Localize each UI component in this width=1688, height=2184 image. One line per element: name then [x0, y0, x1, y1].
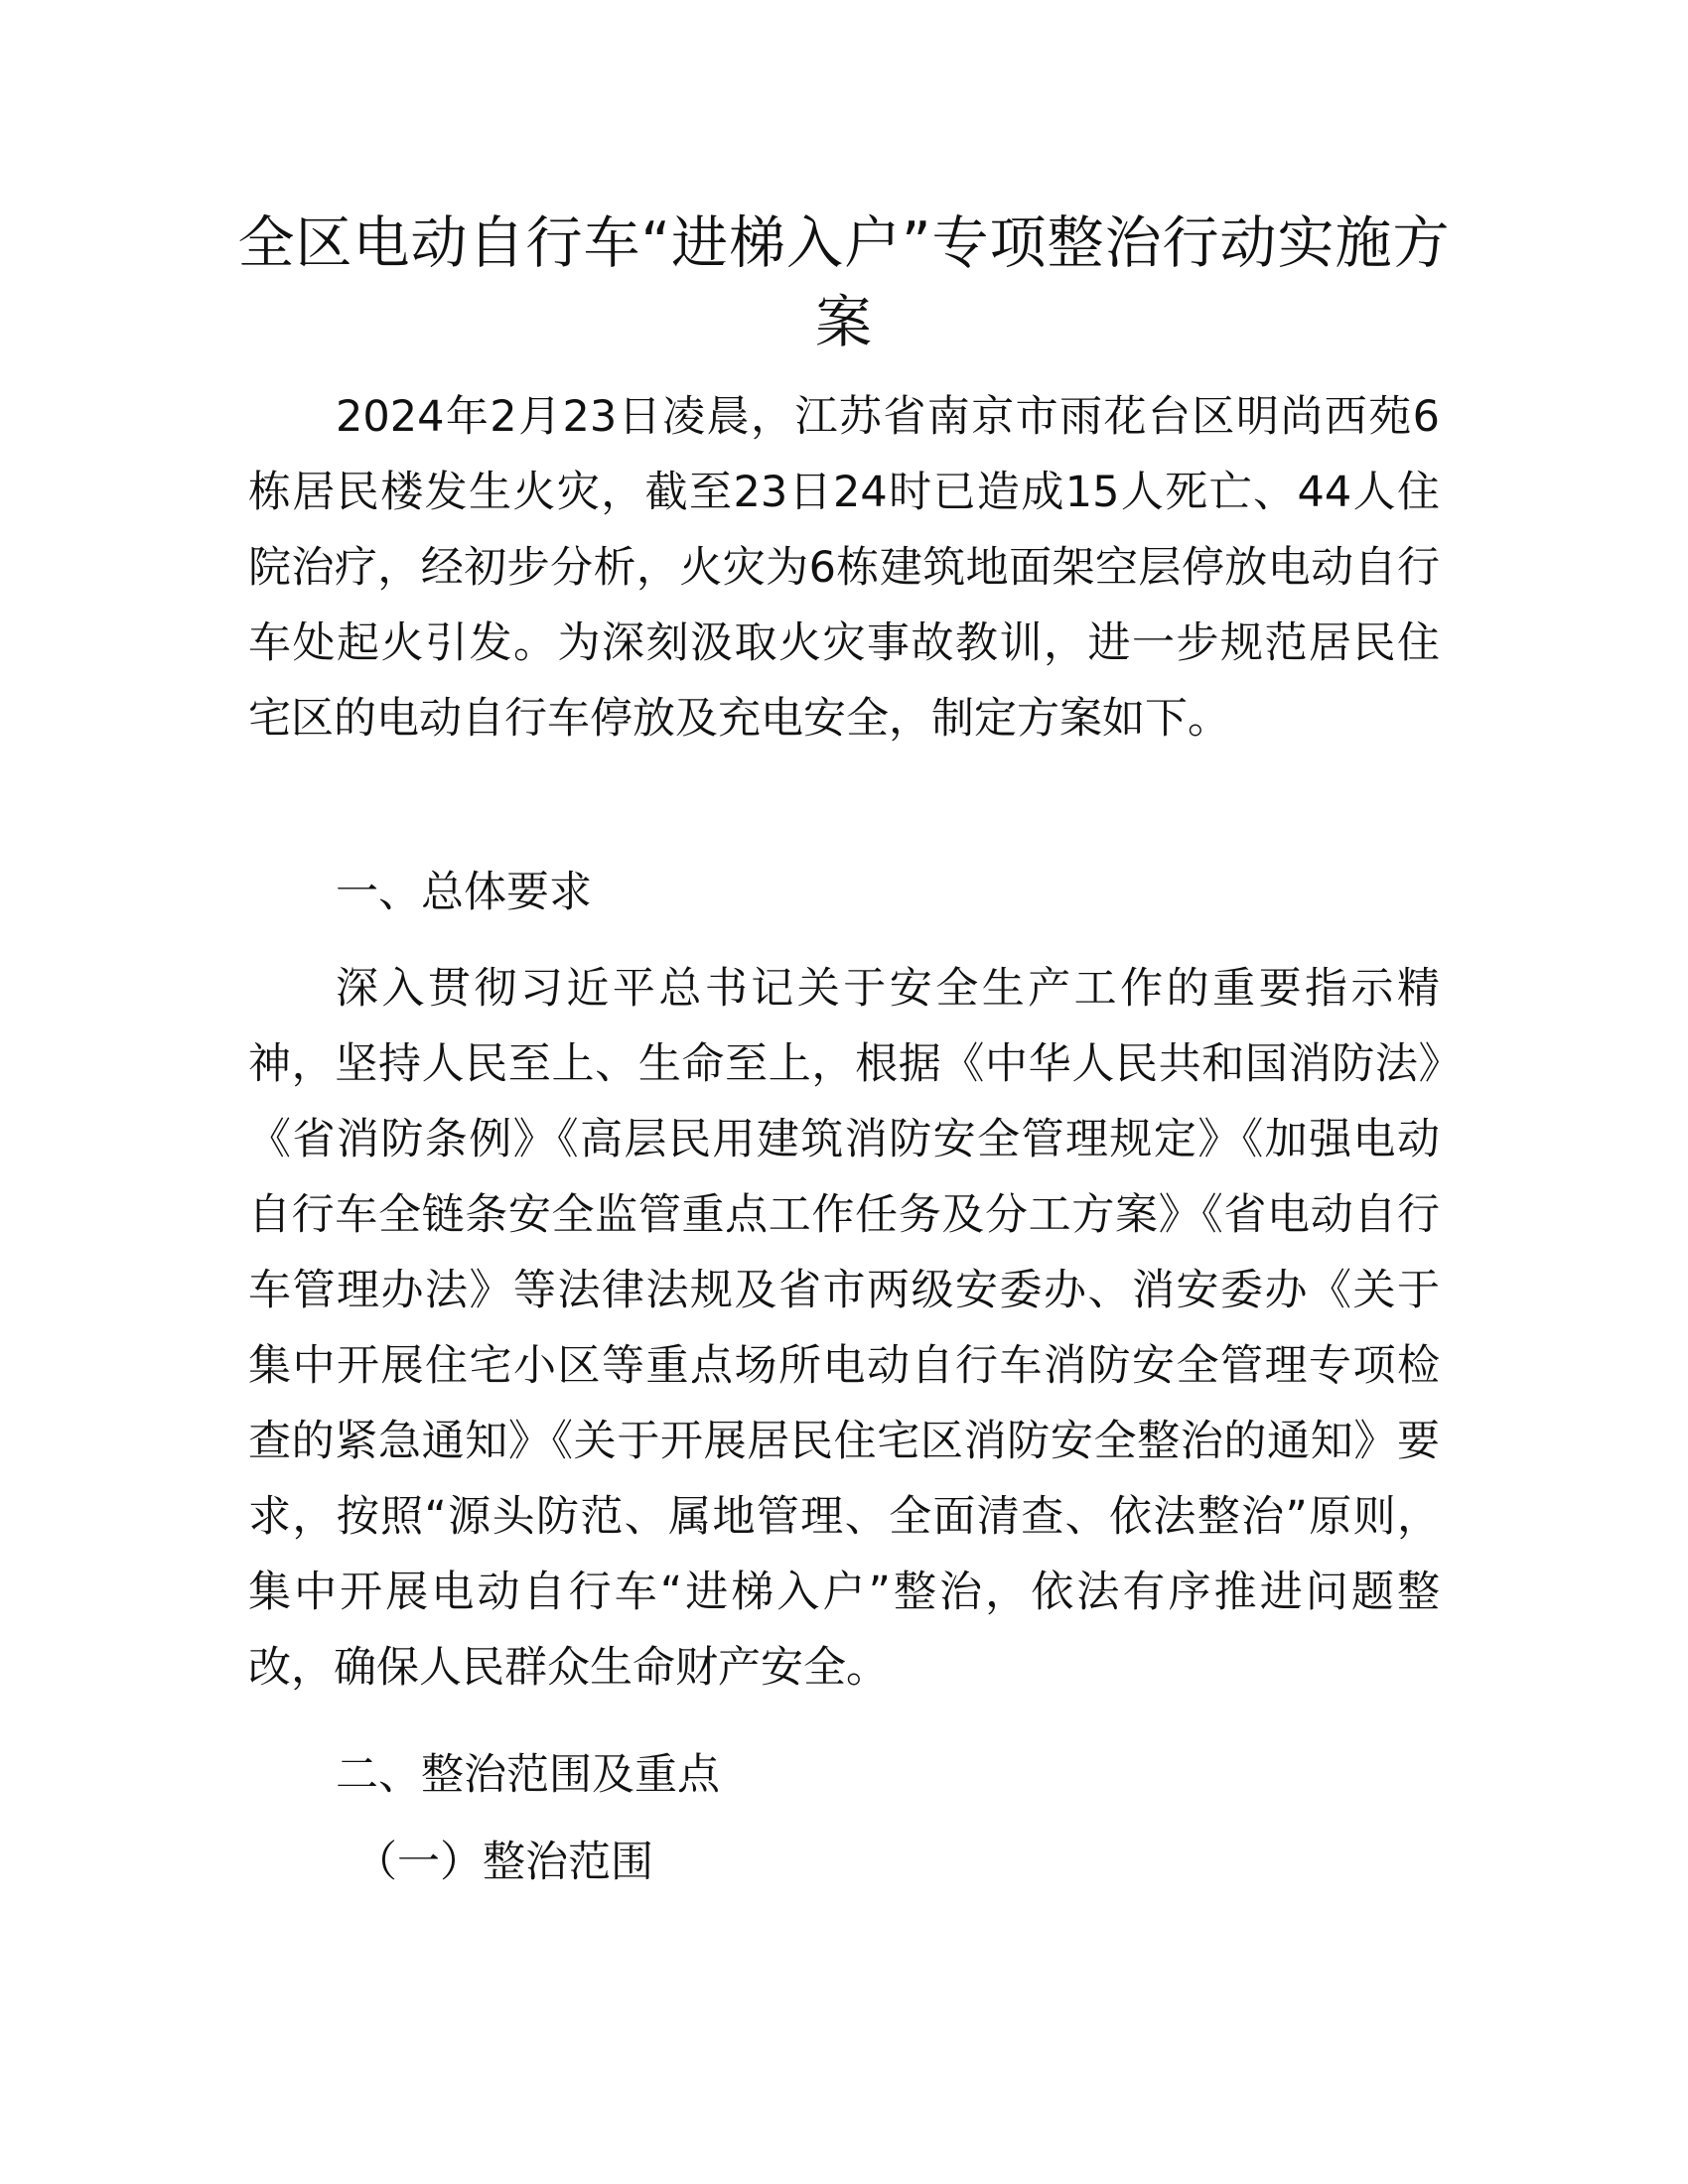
section-2-heading: 二、整治范围及重点	[336, 1750, 720, 1800]
section-1-paragraph: 深入贯彻习近平总书记关于安全生产工作的重要指示精神，坚持人民至上、生命至上，根据《中华人民共和国消防法》《省消防条例》《高层民用建筑消防安全管理规定》《加强电动自行车全链条安全监管重点工作任务及分工方案》《省电动自行车管理办法》等法律法规及省市两级安委办、消安委办《关于集中开展住宅小区等重点场所电动自行车消防安全管理专项检查的紧急通知》《关于开展居民住宅区消防安全整治的通知》要求，按照“源头防范、属地管理、全面清查、依法整治”原则，集中开展电动自行车“进梯入户”整治，依法有序推进问题整改，确保人民群众生命财产安全。	[248, 964, 1440, 1693]
section-2-subsection-1-heading: （一）整治范围	[354, 1838, 653, 1887]
section-1-heading: 一、总体要求	[336, 868, 592, 917]
intro-paragraph: 2024年2月23日凌晨，江苏省南京市雨花台区明尚西苑6栋居民楼发生火灾，截至23日24时已造成15人死亡、44人住院治疗，经初步分析，火灾为6栋建筑地面架空层停放电动自行车处起火引发。为深刻汲取火灾事故教训，进一步规范居民住宅区的电动自行车停放及充电安全，制定方案如下。	[248, 392, 1440, 744]
document-title: 全区电动自行车“进梯入户”专项整治行动实施方案	[237, 210, 1451, 355]
